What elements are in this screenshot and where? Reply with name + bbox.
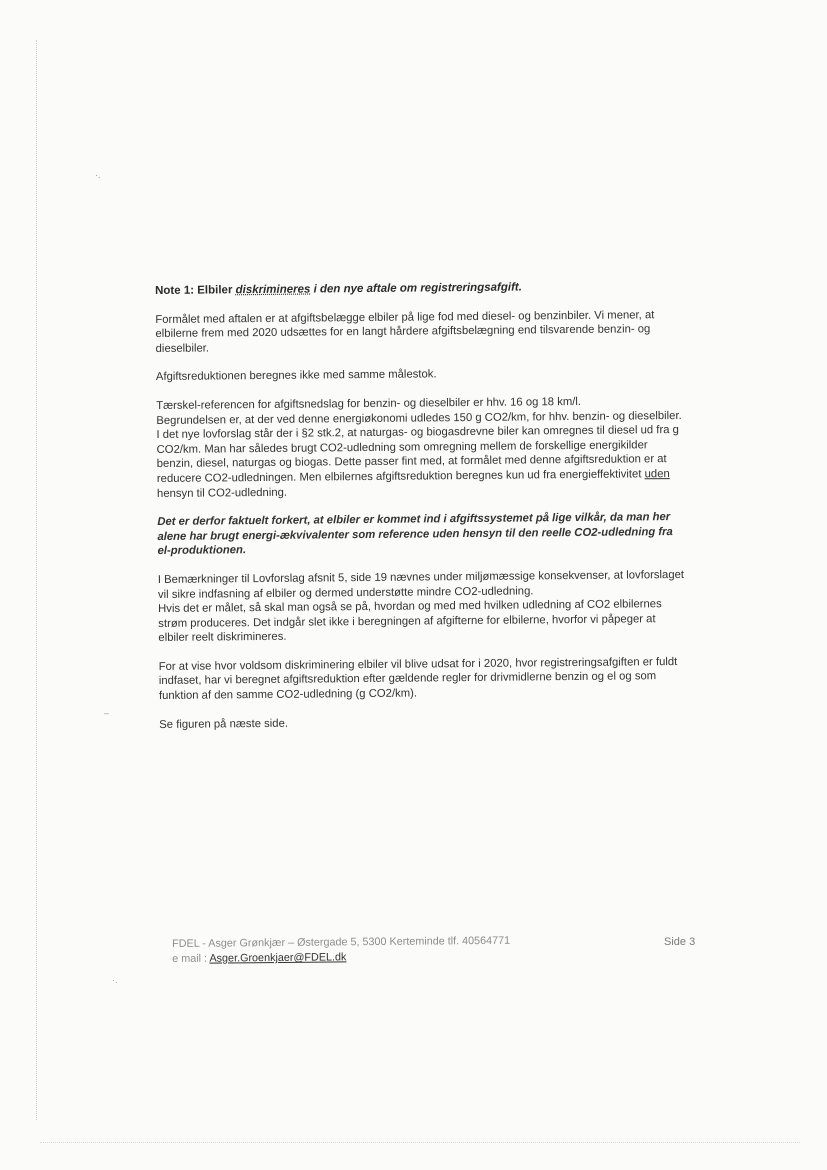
paragraph-conclusion: Det er derfor faktuelt forkert, at elbiler er kommet ind i afgiftssystemet på lige vilkår, da man her alene har brugt energi-ækvivalenter som reference uden hensyn til den reelle CO2-udledning fra el-produktionen. (157, 511, 673, 558)
paragraph-see-figure: Se figuren på næste side. (159, 717, 289, 731)
footer-mail-label: e mail : (172, 952, 210, 965)
paragraph-purpose: Formålet med aftalen er at afgiftsbelægge elbiler på lige fod med diesel- og benzinbiler. Vi mener, at elbilerne frem med 2020 udsættes for en langt hårdere afgiftsbelægning end tilsvarende benzin- og dieselbiler. (155, 308, 655, 355)
paragraph-remarks (158, 568, 687, 646)
scan-bottom-edge (40, 1142, 800, 1144)
note-title-prefix: Note 1: Elbiler (155, 284, 236, 297)
paragraph-threshold (156, 394, 685, 501)
scan-left-edge (36, 40, 38, 1120)
remarks-goal: Hvis det er målet, så skal man også se på, hvordan og med med hvilken udledning af CO2 elbilernes strøm produceres. Det indgår slet ikke i beregningen af afgifterne for elbilerne, hvorfor vi påpeger at elbiler reelt diskrimineres. (158, 598, 662, 645)
footer-email-link[interactable]: Asger.Groenkjaer@FDEL.dk (209, 951, 347, 965)
scan-speck: ·. (95, 170, 101, 180)
reasoning-text: Begrundelsen er, at der ved denne energiøkonomi udledes 150 g CO2/km, for hhv. benzin- og dieselbiler. I det nye lovforslag står der i §2 stk.2, at naturgas- og biogasdrevne biler kan omregnes til diesel ud fra g CO2/km. Man har således brugt CO2-udledning som omregning mellem de forskellige energikilder benzin, diesel, naturgas og biogas. Dette passer fint med, at formålet med denne afgiftsreduktion er at reducere CO2-udledningen. Men elbilernes afgiftsreduktion beregnes kun ud fra energieffektivitet (156, 409, 682, 485)
note-title-suffix: i den nye aftale om registreringsafgift. (310, 281, 522, 296)
note-title-underlined: diskrimineres (235, 283, 311, 297)
document-body (155, 279, 687, 746)
reasoning-underlined: uden (644, 468, 670, 481)
paragraph-measure: Afgiftsreduktionen beregnes ikke med samme målestok. (155, 368, 437, 384)
scan-speck: ·. (112, 975, 118, 985)
footer-address: FDEL - Asger Grønkjær – Østergade 5, 5300 Kerteminde tlf. 40564771 (172, 934, 511, 950)
note-title (155, 279, 683, 299)
scan-speck: – (104, 708, 110, 718)
reasoning-end: hensyn til CO2-udledning. (156, 486, 288, 500)
page-number: Side 3 (664, 936, 696, 948)
threshold-line: Tærskel-referencen for afgiftsnedslag for benzin- og dieselbiler er hhv. 16 og 18 km/l. (156, 395, 582, 412)
paragraph-calculation: For at vise hvor voldsom diskriminering elbiler vil blive udsat for i 2020, hvor registreringsafgiften er fuldt indfaset, har vi beregnet afgiftsreduktion efter gældende regler for drivmidlerne benzin og el og som funktion af den samme CO2-udledning (g CO2/km). (158, 655, 678, 703)
page-footer (172, 932, 712, 967)
remarks-line: I Bemærkninger til Lovforslag afsnit 5, side 19 nævnes under miljømæssige konsekvenser, at lovforslaget vil sikre indfasning af elbiler og dermed understøtte mindre CO2-udledning. (157, 568, 685, 601)
